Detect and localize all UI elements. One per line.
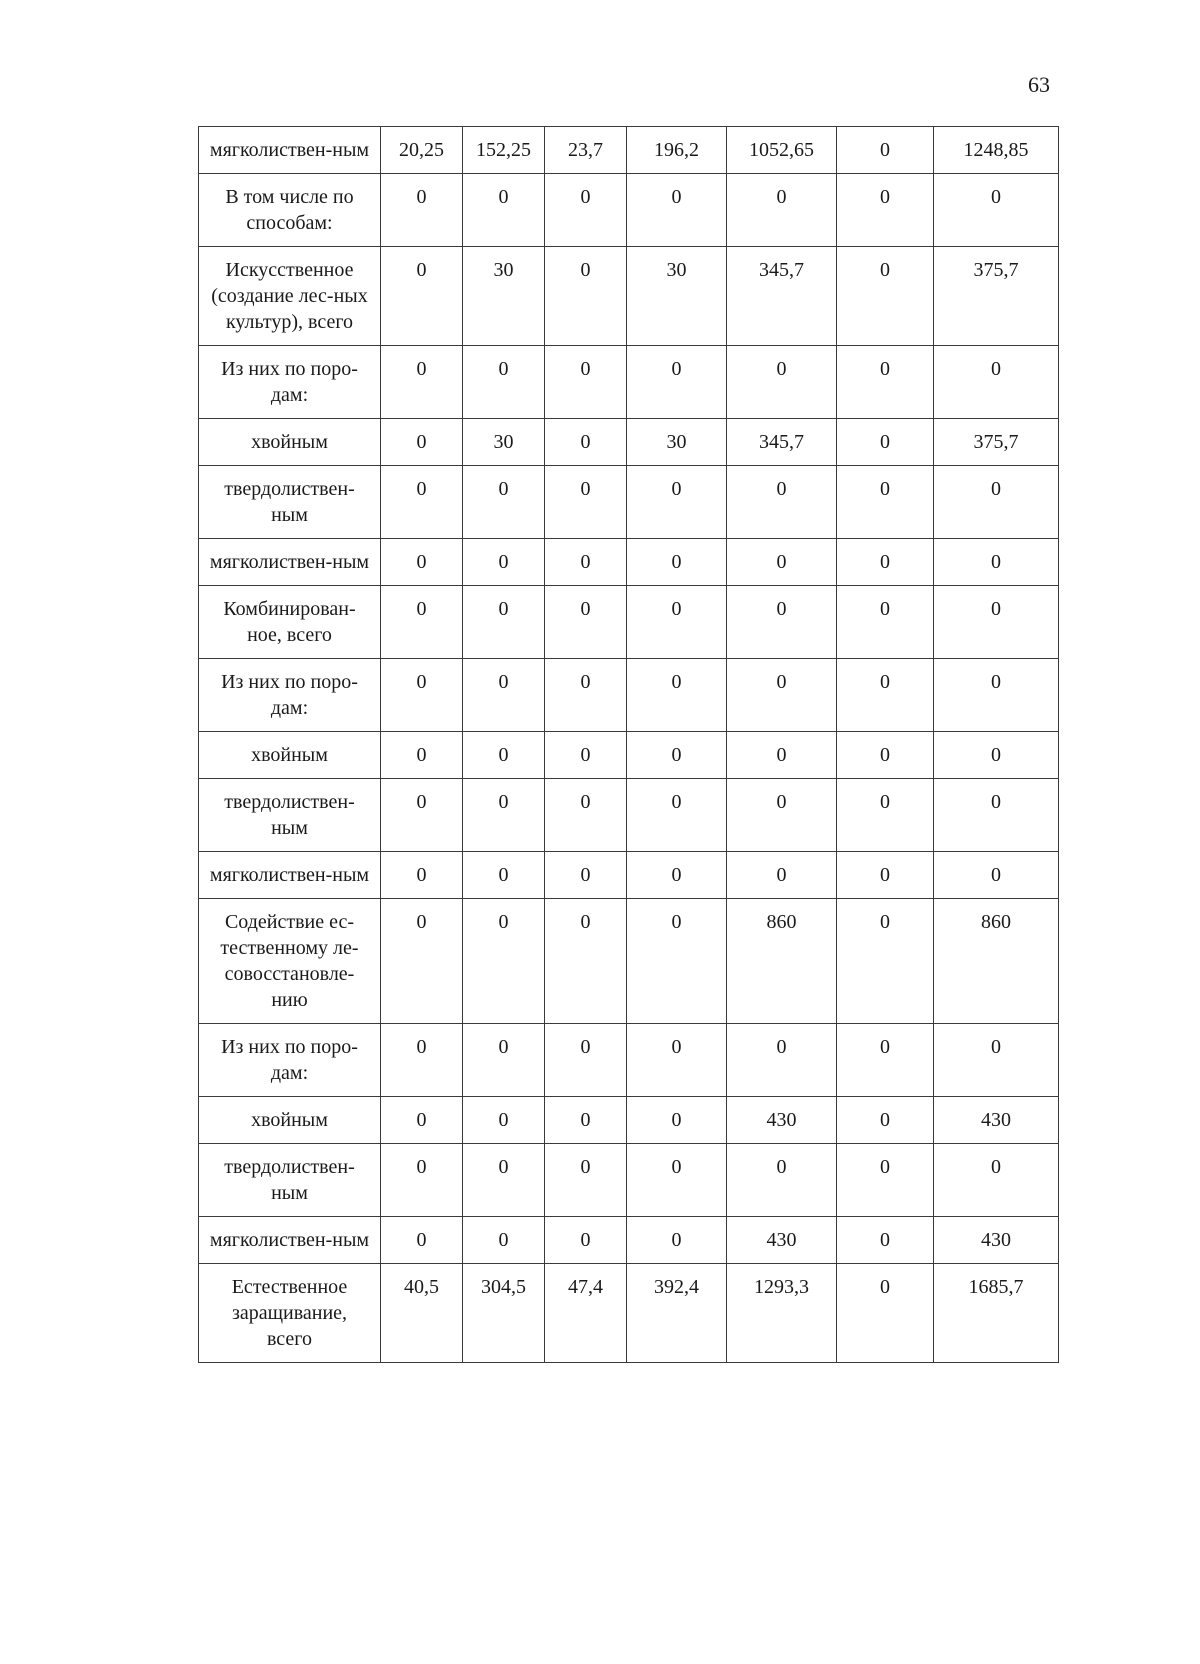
table-cell: 375,7 (934, 419, 1059, 466)
table-cell: 0 (837, 174, 934, 247)
table-cell: 0 (463, 1217, 545, 1264)
table-cell: 0 (545, 346, 627, 419)
table-cell: 0 (381, 1097, 463, 1144)
table-cell: 0 (381, 852, 463, 899)
row-label: мягколиствен-ным (199, 1217, 381, 1264)
table-cell: 0 (837, 419, 934, 466)
table-cell: 0 (727, 1024, 837, 1097)
table-cell: 0 (627, 466, 727, 539)
table-cell: 0 (381, 539, 463, 586)
table-cell: 0 (934, 586, 1059, 659)
table-cell: 0 (934, 852, 1059, 899)
table-cell: 0 (545, 466, 627, 539)
table-cell: 0 (727, 346, 837, 419)
table-cell: 30 (627, 419, 727, 466)
row-label: Содействие ес-тественному ле-совосстановле-нию (199, 899, 381, 1024)
table-cell: 430 (934, 1097, 1059, 1144)
table-cell: 0 (463, 659, 545, 732)
row-label: мягколиствен-ным (199, 539, 381, 586)
table-cell: 0 (463, 539, 545, 586)
table-cell: 1685,7 (934, 1264, 1059, 1363)
table-cell: 0 (545, 1097, 627, 1144)
table-cell: 1248,85 (934, 127, 1059, 174)
table-cell: 0 (627, 732, 727, 779)
row-label: Искусственное (создание лес-ных культур), всего (199, 247, 381, 346)
table-cell: 152,25 (463, 127, 545, 174)
table-cell: 860 (727, 899, 837, 1024)
table-cell: 0 (381, 419, 463, 466)
table-row (199, 1144, 1059, 1217)
table-cell: 0 (627, 899, 727, 1024)
table-cell: 0 (837, 539, 934, 586)
table-cell: 0 (727, 852, 837, 899)
table-row (199, 419, 1059, 466)
table-cell: 0 (545, 1217, 627, 1264)
table-cell: 0 (934, 1024, 1059, 1097)
table-cell: 0 (627, 586, 727, 659)
table-cell: 0 (837, 899, 934, 1024)
table-cell: 0 (627, 1024, 727, 1097)
table-cell: 860 (934, 899, 1059, 1024)
table-cell: 0 (545, 586, 627, 659)
table-cell: 0 (627, 1217, 727, 1264)
table-cell: 0 (381, 466, 463, 539)
table-cell: 0 (627, 346, 727, 419)
table-row (199, 466, 1059, 539)
row-label: хвойным (199, 1097, 381, 1144)
table-cell: 0 (463, 1097, 545, 1144)
table-cell: 0 (545, 899, 627, 1024)
table-cell: 0 (463, 174, 545, 247)
table-cell: 196,2 (627, 127, 727, 174)
table-cell: 0 (381, 1144, 463, 1217)
table-row (199, 1024, 1059, 1097)
table-cell: 0 (381, 899, 463, 1024)
table-cell: 0 (727, 539, 837, 586)
table-cell: 0 (934, 732, 1059, 779)
table-cell: 0 (545, 247, 627, 346)
table-cell: 0 (627, 659, 727, 732)
table-cell: 1052,65 (727, 127, 837, 174)
table-cell: 23,7 (545, 127, 627, 174)
table-cell: 0 (381, 247, 463, 346)
table-cell: 430 (934, 1217, 1059, 1264)
table-row (199, 127, 1059, 174)
table-cell: 0 (837, 779, 934, 852)
table-cell: 0 (837, 127, 934, 174)
table-cell: 0 (837, 659, 934, 732)
table-cell: 0 (381, 1217, 463, 1264)
table-cell: 375,7 (934, 247, 1059, 346)
table-row (199, 1217, 1059, 1264)
table-cell: 0 (627, 174, 727, 247)
data-table (198, 126, 1059, 1363)
table-cell: 0 (545, 419, 627, 466)
table-cell: 0 (463, 1144, 545, 1217)
table-cell: 0 (837, 466, 934, 539)
table-cell: 0 (545, 1024, 627, 1097)
table-row (199, 174, 1059, 247)
table-cell: 0 (381, 174, 463, 247)
row-label: мягколиствен-ным (199, 127, 381, 174)
table-cell: 0 (463, 732, 545, 779)
table-cell: 0 (727, 779, 837, 852)
page-number: 63 (1028, 72, 1050, 97)
table-cell: 0 (727, 1144, 837, 1217)
table-cell: 0 (545, 852, 627, 899)
table-cell: 430 (727, 1217, 837, 1264)
row-label: Из них по поро-дам: (199, 659, 381, 732)
table-cell: 0 (627, 1144, 727, 1217)
table-cell: 0 (934, 1144, 1059, 1217)
row-label: Из них по поро-дам: (199, 1024, 381, 1097)
table-cell: 0 (727, 659, 837, 732)
table-cell: 0 (837, 1217, 934, 1264)
table-cell: 0 (837, 1097, 934, 1144)
table-row (199, 539, 1059, 586)
table-cell: 0 (381, 346, 463, 419)
table-cell: 0 (545, 659, 627, 732)
table-row (199, 899, 1059, 1024)
row-label: твердолиствен-ным (199, 466, 381, 539)
table-cell: 0 (934, 346, 1059, 419)
table-cell: 0 (463, 852, 545, 899)
table-cell: 0 (463, 1024, 545, 1097)
table-cell: 0 (837, 346, 934, 419)
row-label: мягколиствен-ным (199, 852, 381, 899)
table-cell: 0 (934, 539, 1059, 586)
table-cell: 392,4 (627, 1264, 727, 1363)
table-row (199, 586, 1059, 659)
table-cell: 0 (837, 1024, 934, 1097)
table-cell: 0 (463, 899, 545, 1024)
table-cell: 0 (545, 174, 627, 247)
table-cell: 0 (727, 466, 837, 539)
table-cell: 345,7 (727, 247, 837, 346)
table-row (199, 852, 1059, 899)
table-cell: 0 (727, 732, 837, 779)
table-cell: 0 (545, 539, 627, 586)
table-cell: 0 (381, 586, 463, 659)
table-cell: 20,25 (381, 127, 463, 174)
table-cell: 0 (627, 852, 727, 899)
table-row (199, 779, 1059, 852)
table-cell: 0 (545, 779, 627, 852)
table-cell: 30 (463, 247, 545, 346)
table-cell: 0 (463, 346, 545, 419)
table-cell: 0 (727, 174, 837, 247)
table-cell: 1293,3 (727, 1264, 837, 1363)
table-cell: 40,5 (381, 1264, 463, 1363)
table-cell: 0 (627, 1097, 727, 1144)
table-cell: 0 (837, 732, 934, 779)
table-row (199, 346, 1059, 419)
table-cell: 0 (934, 779, 1059, 852)
table-cell: 0 (381, 659, 463, 732)
table-cell: 304,5 (463, 1264, 545, 1363)
table-row (199, 247, 1059, 346)
table-cell: 0 (381, 1024, 463, 1097)
table-cell: 47,4 (545, 1264, 627, 1363)
table-cell: 0 (627, 779, 727, 852)
table-cell: 0 (934, 466, 1059, 539)
table-cell: 0 (837, 1144, 934, 1217)
row-label: твердолиствен-ным (199, 1144, 381, 1217)
row-label: Из них по поро-дам: (199, 346, 381, 419)
table-cell: 0 (934, 174, 1059, 247)
row-label: Естественное заращивание, всего (199, 1264, 381, 1363)
table-cell: 0 (934, 659, 1059, 732)
table-row (199, 1097, 1059, 1144)
table-cell: 0 (545, 732, 627, 779)
table-cell: 0 (837, 1264, 934, 1363)
table-row (199, 1264, 1059, 1363)
table-cell: 0 (837, 247, 934, 346)
table-cell: 0 (545, 1144, 627, 1217)
row-label: Комбинирован-ное, всего (199, 586, 381, 659)
row-label: хвойным (199, 732, 381, 779)
table-cell: 30 (463, 419, 545, 466)
table-cell: 345,7 (727, 419, 837, 466)
table-body (199, 127, 1059, 1363)
row-label: хвойным (199, 419, 381, 466)
table-cell: 0 (837, 586, 934, 659)
table-cell: 0 (463, 466, 545, 539)
table-cell: 0 (381, 779, 463, 852)
table-cell: 0 (381, 732, 463, 779)
table-cell: 0 (627, 539, 727, 586)
row-label: твердолиствен-ным (199, 779, 381, 852)
table-row (199, 659, 1059, 732)
table-cell: 0 (463, 779, 545, 852)
table-cell: 0 (463, 586, 545, 659)
table-cell: 430 (727, 1097, 837, 1144)
row-label: В том числе по способам: (199, 174, 381, 247)
table-cell: 0 (727, 586, 837, 659)
table-cell: 0 (837, 852, 934, 899)
table-row (199, 732, 1059, 779)
table-cell: 30 (627, 247, 727, 346)
